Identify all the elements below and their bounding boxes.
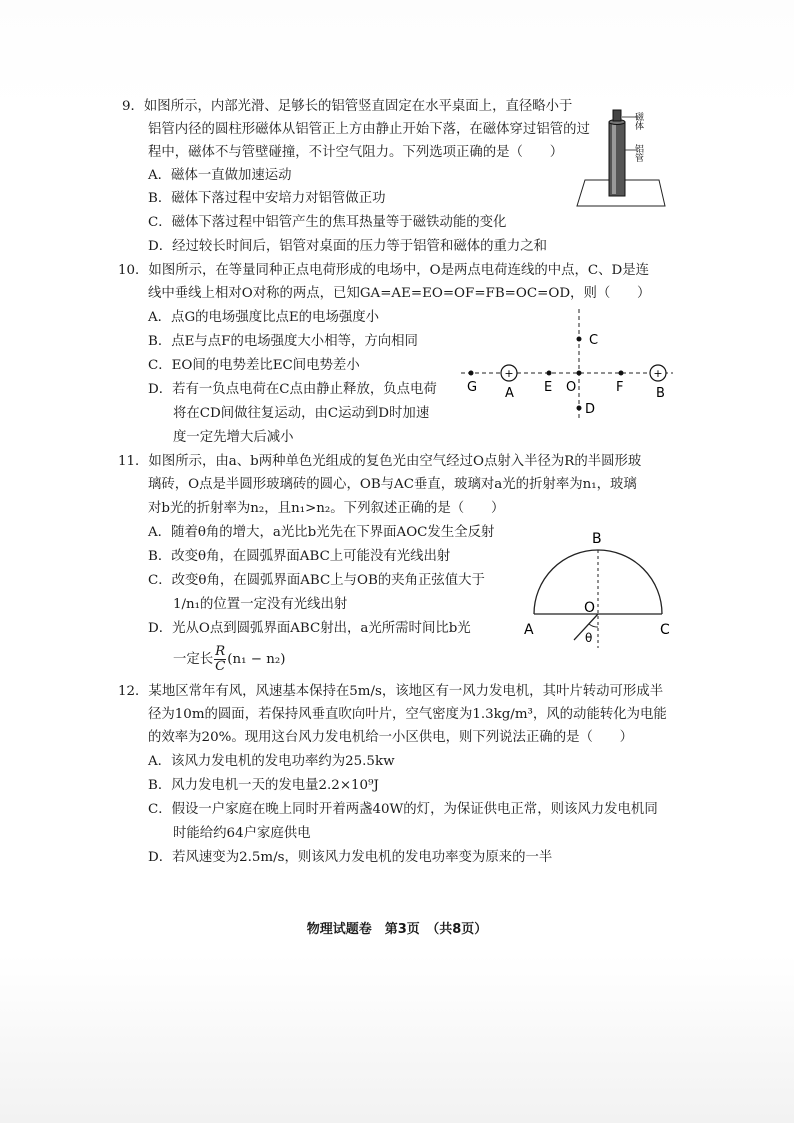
q10-option-d-line-1: D．若有一负点电荷在C点由静止释放，负点电荷 [148, 382, 437, 397]
q10-figure [455, 305, 677, 425]
point-c [577, 337, 582, 342]
q11-option-d-suffix: (n₁ − n₂) [227, 652, 286, 667]
label-o: O [566, 380, 577, 395]
q10-option-d-line-2: 将在CD间做往复运动，由C运动到D时加速 [173, 406, 430, 421]
q10-option-d-line-3: 度一定先增大后减小 [173, 430, 294, 445]
label-o: O [584, 600, 596, 616]
label-d: D [585, 402, 596, 417]
fraction-denominator: C [215, 659, 226, 674]
q9-option-a: A．磁体一直做加速运动 [148, 168, 292, 183]
q9-stem-line-2: 铝管内径的圆柱形磁体从铝管正上方由静止开始下落，在磁体穿过铝管的过 [148, 122, 590, 137]
label-e: E [544, 380, 553, 395]
q11-option-d-prefix: 一定长 [173, 652, 214, 667]
q11-option-d-line-1: D．光从O点到圆弧界面ABC射出，a光所需时间比b光 [148, 621, 471, 636]
q9-option-b: B．磁体下落过程中安培力对铝管做正功 [148, 191, 386, 206]
tube-highlight [612, 124, 616, 194]
q9-option-c: C．磁体下落过程中铝管产生的焦耳热量等于磁铁动能的变化 [148, 215, 507, 230]
label-b: B [656, 386, 665, 401]
label-f: F [616, 380, 624, 395]
point-o [577, 371, 582, 376]
label-c: C [660, 622, 670, 638]
fraction-numerator: R [215, 644, 226, 659]
q10-option-a: A．点G的电场强度比点E的电场强度小 [148, 310, 380, 325]
label-a: A [505, 386, 514, 401]
q12-option-c-line-2: 时能给约64户家庭供电 [173, 826, 311, 841]
point-e [547, 371, 552, 376]
q12-stem-line-3: 的效率为20%。现用这台风力发电机给一小区供电，则下列说法正确的是（ ） [148, 730, 634, 745]
q10-stem-line-2: 线中垂线上相对O对称的两点，已知GA=AE=EO=OF=FB=OC=OD，则（ ） [148, 286, 651, 301]
aluminium-tube [609, 122, 625, 196]
q12-option-a: A．该风力发电机的发电功率约为25.5kw [148, 754, 395, 769]
magnet [613, 110, 621, 121]
q9-option-d: D．经过较长时间后，铝管对桌面的压力等于铝管和磁体的重力之和 [148, 239, 548, 254]
q11-option-d-line-2 [173, 645, 285, 674]
q9-figure [575, 106, 675, 214]
q11-option-c-line-2: 1/n₁的位置一定没有光线出射 [173, 597, 348, 612]
q9-stem-line-3: 程中，磁体不与管壁碰撞，不计空气阻力。下列选项正确的是（ ） [148, 145, 564, 160]
q9-stem-line-1: 9．如图所示，内部光滑、足够长的铝管竖直固定在水平桌面上，直径略小于 [122, 99, 573, 114]
q12-option-b: B．风力发电机一天的发电量2.2×10⁹J [148, 778, 379, 793]
label-theta: θ [585, 631, 593, 645]
q10-option-b: B．点E与点F的电场强度大小相等，方向相同 [148, 334, 418, 349]
q11-figure [518, 526, 678, 650]
tube-label: 铝管 [633, 144, 643, 162]
q10-stem-line-1: 10．如图所示，在等量同种正点电荷形成的电场中，O是两点电荷连线的中点，C、D是连 [118, 263, 650, 278]
point-d [577, 406, 582, 411]
charge-b-sign: + [653, 367, 663, 380]
charge-a-sign: + [504, 367, 514, 380]
q10-option-c: C．EO间的电势差比EC间电势差小 [148, 358, 360, 373]
q12-option-d: D．若风速变为2.5m/s，则该风力发电机的发电功率变为原来的一半 [148, 850, 553, 865]
fraction-r-over-c [214, 645, 226, 674]
q11-stem-line-3: 对b光的折射率为n₂，且n₁>n₂。下列叙述正确的是（ ） [148, 501, 505, 516]
page-footer: 物理试题卷 第3页 （共8页） [306, 922, 488, 937]
q11-stem-line-2: 璃砖，O点是半圆形玻璃砖的圆心，OB与AC垂直，玻璃对a光的折射率为n₁，玻璃 [148, 477, 637, 492]
q12-option-c-line-1: C．假设一户家庭在晚上同时开着两盏40W的灯，为保证供电正常，则该风力发电机同 [148, 802, 658, 817]
label-b: B [592, 531, 602, 547]
q12-stem-line-1: 12．某地区常年有风，风速基本保持在5m/s，该地区有一风力发电机，其叶片转动可形成半 [118, 684, 664, 699]
q12-stem-line-2: 径为10m的圆面，若保持风垂直吹向叶片，空气密度为1.3kg/m³，风的动能转化为电能 [148, 707, 667, 722]
q11-option-c-line-1: C．改变θ角，在圆弧界面ABC上与OB的夹角正弦值大于 [148, 573, 485, 588]
label-a: A [524, 622, 534, 638]
label-g: G [467, 380, 478, 395]
q11-stem-line-1: 11．如图所示，由a、b两种单色光组成的复色光由空气经过O点射入半径为R的半圆形玻 [118, 454, 642, 469]
point-g [469, 371, 474, 376]
point-f [619, 371, 624, 376]
theta-arc [589, 624, 598, 627]
q11-option-b: B．改变θ角，在圆弧界面ABC上可能没有光线出射 [148, 549, 451, 564]
q11-option-a: A．随着θ角的增大，a光比b光先在下界面AOC发生全反射 [148, 525, 495, 540]
label-c: C [589, 333, 599, 348]
magnet-label: 磁体 [633, 112, 643, 130]
